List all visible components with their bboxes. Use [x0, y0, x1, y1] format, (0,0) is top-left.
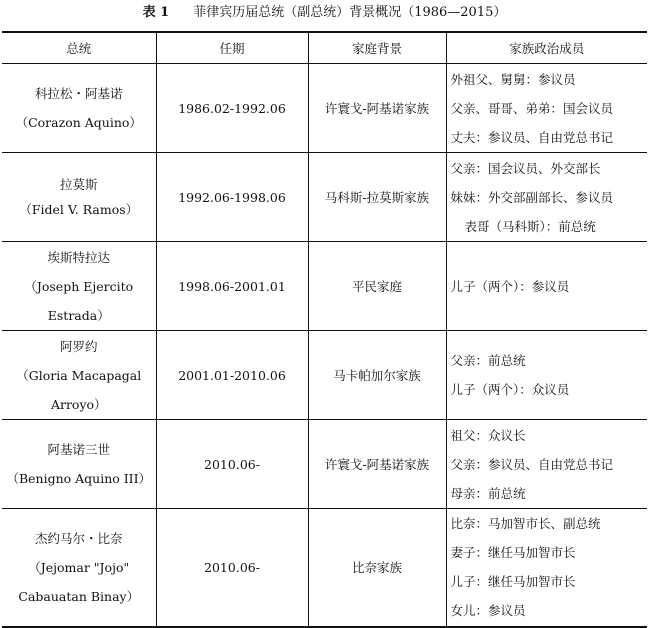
member-line: 女儿：参议员 — [450, 603, 526, 619]
members-cell — [446, 509, 647, 627]
member-line: 丈夫：参议员、自由党总书记 — [450, 129, 614, 145]
member-line: 父亲：前总统 — [450, 353, 526, 368]
president-name: 杰约马尔・比奈 — [34, 530, 123, 546]
header-members: 家族政治成员 — [446, 32, 647, 64]
table-row — [2, 64, 647, 153]
president-name: 拉莫斯 — [59, 177, 98, 192]
header-president: 总统 — [2, 32, 156, 64]
presidents-table — [2, 31, 647, 628]
president-name-en: Cabauatan Binay） — [18, 588, 140, 604]
member-line: 父亲：参议员、自由党总书记 — [450, 456, 614, 472]
members-cell — [446, 153, 647, 242]
table-title: 菲律宾历届总统（副总统）背景概况（1986—2015） — [193, 5, 507, 20]
table-row — [2, 420, 647, 509]
member-line: 祖父：众议长 — [450, 427, 526, 443]
member-line: 儿子（两个）：参议员 — [450, 278, 570, 294]
header-background: 家庭背景 — [308, 32, 446, 64]
background-cell: 比奈家族 — [308, 509, 446, 627]
background-cell: 马卡帕加尔家族 — [308, 331, 446, 420]
table-row — [2, 509, 647, 627]
member-line: 比奈：马加智市长、副总统 — [450, 516, 601, 532]
table-caption — [0, 4, 649, 22]
members-cell — [446, 242, 647, 331]
member-line: 儿子（两个）：众议员 — [450, 382, 570, 397]
president-cell — [2, 64, 156, 153]
president-name-en: （Corazon Aquino） — [15, 115, 142, 130]
president-cell — [2, 242, 156, 331]
term-cell: 1992.06-1998.06 — [156, 153, 308, 242]
member-line: 妻子：继任马加智市长 — [450, 545, 576, 561]
table-label: 表 1 — [142, 5, 170, 20]
background-cell: 平民家庭 — [308, 242, 446, 331]
president-name: 科拉松・阿基诺 — [34, 86, 123, 101]
member-line: 妹妹：外交部副部长、参议员 — [450, 189, 614, 205]
members-cell — [446, 420, 647, 509]
table-row — [2, 331, 647, 420]
president-name-en: （Fidel V. Ramos） — [19, 202, 139, 217]
president-name-en: （Joseph Ejercito — [24, 278, 134, 294]
president-cell — [2, 509, 156, 627]
table-header-row — [2, 32, 647, 64]
term-cell: 2001.01-2010.06 — [156, 331, 308, 420]
term-cell: 2010.06- — [156, 420, 308, 509]
background-cell: 马科斯-拉莫斯家族 — [308, 153, 446, 242]
term-cell: 1998.06-2001.01 — [156, 242, 308, 331]
members-cell — [446, 331, 647, 420]
president-name-en: （Jejomar "Jojo" — [28, 559, 130, 575]
member-line: 父亲、哥哥、弟弟：国会议员 — [450, 100, 614, 116]
table-row — [2, 153, 647, 242]
member-line: 父亲：国会议员、外交部长 — [450, 160, 601, 176]
header-term: 任期 — [156, 32, 308, 64]
member-line: 外祖父、舅舅：参议员 — [450, 71, 576, 87]
background-cell: 许寰戈-阿基诺家族 — [308, 64, 446, 153]
president-cell — [2, 153, 156, 242]
member-line: 母亲：前总统 — [450, 485, 526, 501]
president-cell — [2, 420, 156, 509]
term-cell: 1986.02-1992.06 — [156, 64, 308, 153]
member-line: 表哥（马科斯）：前总统 — [464, 218, 596, 234]
president-name: 埃斯特拉达 — [47, 249, 110, 265]
term-cell: 2010.06- — [156, 509, 308, 627]
president-name-en: （Gloria Macapagal — [16, 367, 142, 383]
members-cell — [446, 64, 647, 153]
president-name: 阿基诺三世 — [47, 442, 110, 457]
president-name-en: （Benigno Aquino III） — [6, 471, 152, 486]
table-row — [2, 242, 647, 331]
background-cell: 许寰戈-阿基诺家族 — [308, 420, 446, 509]
president-name-en: Arroyo） — [50, 396, 107, 412]
president-name: 阿罗约 — [59, 338, 98, 354]
president-name-en: Estrada） — [47, 307, 110, 323]
president-cell — [2, 331, 156, 420]
member-line: 儿子：继任马加智市长 — [450, 574, 576, 590]
